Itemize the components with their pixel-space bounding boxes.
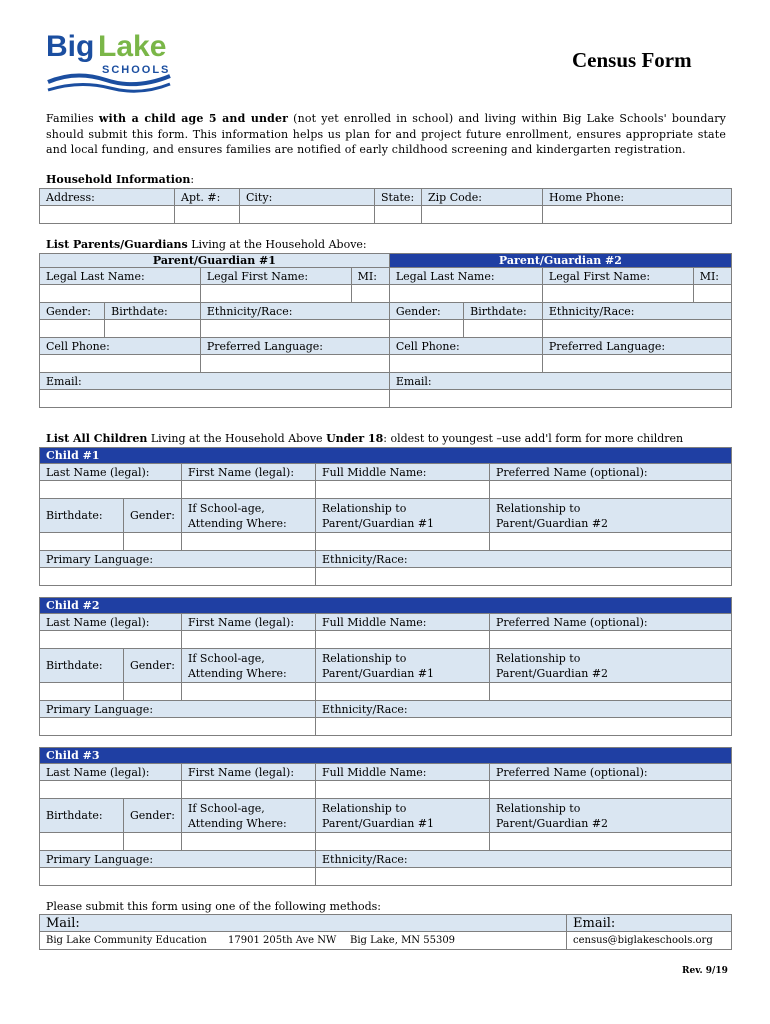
child-ethnicity-field[interactable] bbox=[316, 868, 732, 886]
parent2-title: Parent/Guardian #2 bbox=[389, 254, 731, 268]
household-heading: Household Information: bbox=[46, 173, 195, 186]
child-rel1-field[interactable] bbox=[316, 683, 490, 701]
child-rel2-field[interactable] bbox=[490, 683, 732, 701]
p1-last-label: Legal Last Name: bbox=[40, 268, 201, 285]
p2-birthdate-field[interactable] bbox=[464, 320, 543, 338]
child-rel1-label: Relationship to Parent/Guardian #1 bbox=[316, 799, 490, 833]
p1-language-label: Preferred Language: bbox=[200, 338, 389, 355]
mail-street: 17901 205th Ave NW bbox=[222, 932, 344, 950]
child-first-label: First Name (legal): bbox=[182, 464, 316, 481]
child-birthdate-field[interactable] bbox=[40, 533, 124, 551]
parents-table bbox=[39, 253, 732, 408]
mail-city: Big Lake, MN 55309 bbox=[344, 932, 567, 950]
child-middle-field[interactable] bbox=[316, 631, 490, 649]
child-last-field[interactable] bbox=[40, 781, 182, 799]
child-rel1-field[interactable] bbox=[316, 833, 490, 851]
logo-wave-1 bbox=[48, 75, 170, 84]
child-title: Child #3 bbox=[40, 748, 732, 764]
child-gender-field[interactable] bbox=[124, 683, 182, 701]
child-language-field[interactable] bbox=[40, 718, 316, 736]
child-rel2-field[interactable] bbox=[490, 533, 732, 551]
p2-mi-field[interactable] bbox=[693, 285, 731, 303]
zip-field[interactable] bbox=[422, 206, 543, 224]
p2-language-field[interactable] bbox=[542, 355, 731, 373]
child-middle-label: Full Middle Name: bbox=[316, 614, 490, 631]
child-preferred-field[interactable] bbox=[490, 781, 732, 799]
children-heading: List All Children Living at the Household Above Under 18: oldest to youngest –use add'l form for more children bbox=[46, 432, 684, 445]
big-lake-schools-logo bbox=[46, 26, 176, 98]
child-birthdate-label: Birthdate: bbox=[40, 649, 124, 683]
child-last-label: Last Name (legal): bbox=[40, 764, 182, 781]
child-preferred-field[interactable] bbox=[490, 481, 732, 499]
p2-cell-label: Cell Phone: bbox=[389, 338, 542, 355]
p1-gender-label: Gender: bbox=[40, 303, 105, 320]
zip-label: Zip Code: bbox=[422, 189, 543, 206]
child-preferred-label: Preferred Name (optional): bbox=[490, 464, 732, 481]
revision-label: Rev. 9/19 bbox=[682, 966, 728, 976]
logo-lake-text: Lake bbox=[98, 30, 167, 63]
p2-birthdate-label: Birthdate: bbox=[464, 303, 543, 320]
p1-email-field[interactable] bbox=[40, 390, 390, 408]
email-address[interactable]: census@biglakeschools.org bbox=[567, 932, 732, 950]
child-middle-field[interactable] bbox=[316, 781, 490, 799]
child-school-field[interactable] bbox=[182, 683, 316, 701]
child-school-label: If School-age, Attending Where: bbox=[182, 799, 316, 833]
child-last-label: Last Name (legal): bbox=[40, 464, 182, 481]
child-birthdate-label: Birthdate: bbox=[40, 499, 124, 533]
p1-last-field[interactable] bbox=[40, 285, 201, 303]
child-school-field[interactable] bbox=[182, 833, 316, 851]
child-table-3 bbox=[39, 747, 732, 886]
child-last-label: Last Name (legal): bbox=[40, 614, 182, 631]
logo-graphic bbox=[46, 26, 176, 98]
child-ethnicity-field[interactable] bbox=[316, 718, 732, 736]
child-middle-label: Full Middle Name: bbox=[316, 464, 490, 481]
p2-mi-label: MI: bbox=[693, 268, 731, 285]
child-rel2-label: Relationship to Parent/Guardian #2 bbox=[490, 799, 732, 833]
child-rel1-label: Relationship to Parent/Guardian #1 bbox=[316, 499, 490, 533]
p1-ethnicity-field[interactable] bbox=[200, 320, 389, 338]
child-language-field[interactable] bbox=[40, 568, 316, 586]
child-first-label: First Name (legal): bbox=[182, 614, 316, 631]
child-preferred-label: Preferred Name (optional): bbox=[490, 614, 732, 631]
child-language-label: Primary Language: bbox=[40, 701, 316, 718]
child-rel2-field[interactable] bbox=[490, 833, 732, 851]
child-school-label: If School-age, Attending Where: bbox=[182, 649, 316, 683]
household-table bbox=[39, 188, 732, 224]
p1-language-field[interactable] bbox=[200, 355, 389, 373]
child-title: Child #1 bbox=[40, 448, 732, 464]
child-rel2-label: Relationship to Parent/Guardian #2 bbox=[490, 649, 732, 683]
form-title: Census Form bbox=[572, 48, 692, 72]
child-middle-label: Full Middle Name: bbox=[316, 764, 490, 781]
home-phone-label: Home Phone: bbox=[543, 189, 732, 206]
city-label: City: bbox=[240, 189, 375, 206]
address-field[interactable] bbox=[40, 206, 175, 224]
child-school-field[interactable] bbox=[182, 533, 316, 551]
child-language-field[interactable] bbox=[40, 868, 316, 886]
child-language-label: Primary Language: bbox=[40, 851, 316, 868]
child-middle-field[interactable] bbox=[316, 481, 490, 499]
child-preferred-field[interactable] bbox=[490, 631, 732, 649]
p2-last-label: Legal Last Name: bbox=[389, 268, 542, 285]
p1-mi-field[interactable] bbox=[351, 285, 389, 303]
child-ethnicity-label: Ethnicity/Race: bbox=[316, 851, 732, 868]
child-first-field[interactable] bbox=[182, 781, 316, 799]
mail-label: Mail: bbox=[40, 915, 567, 932]
p1-cell-field[interactable] bbox=[40, 355, 201, 373]
p1-mi-label: MI: bbox=[351, 268, 389, 285]
child-birthdate-field[interactable] bbox=[40, 683, 124, 701]
apt-label: Apt. #: bbox=[175, 189, 240, 206]
parents-heading: List Parents/Guardians Living at the Household Above: bbox=[46, 238, 367, 251]
email-method-label: Email: bbox=[567, 915, 732, 932]
p1-birthdate-label: Birthdate: bbox=[105, 303, 201, 320]
p2-ethnicity-field[interactable] bbox=[542, 320, 731, 338]
child-table-2 bbox=[39, 597, 732, 736]
p2-last-field[interactable] bbox=[389, 285, 542, 303]
child-rel1-field[interactable] bbox=[316, 533, 490, 551]
child-last-field[interactable] bbox=[40, 631, 182, 649]
city-field[interactable] bbox=[240, 206, 375, 224]
p2-gender-label: Gender: bbox=[389, 303, 463, 320]
submit-intro: Please submit this form using one of the following methods: bbox=[46, 900, 381, 913]
child-birthdate-field[interactable] bbox=[40, 833, 124, 851]
state-label: State: bbox=[375, 189, 422, 206]
logo-wave-2 bbox=[48, 84, 170, 91]
child-language-label: Primary Language: bbox=[40, 551, 316, 568]
child-gender-label: Gender: bbox=[124, 799, 182, 833]
p2-language-label: Preferred Language: bbox=[542, 338, 731, 355]
child-first-label: First Name (legal): bbox=[182, 764, 316, 781]
child-ethnicity-field[interactable] bbox=[316, 568, 732, 586]
p2-first-field[interactable] bbox=[542, 285, 693, 303]
mail-org: Big Lake Community Education bbox=[40, 932, 223, 950]
address-label: Address: bbox=[40, 189, 175, 206]
logo-big-text: Big bbox=[46, 30, 95, 63]
intro-paragraph: Families with a child age 5 and under (not yet enrolled in school) and living within Big Lake Schools' boundary should submit this form. This information helps us plan for and project future enrollment, ensures appropriate state and local funding, and ensures families are notified of early childhood screening and kindergarten registration. bbox=[46, 112, 726, 156]
child-rel1-label: Relationship to Parent/Guardian #1 bbox=[316, 649, 490, 683]
child-gender-label: Gender: bbox=[124, 499, 182, 533]
child-preferred-label: Preferred Name (optional): bbox=[490, 764, 732, 781]
apt-field[interactable] bbox=[175, 206, 240, 224]
child-first-field[interactable] bbox=[182, 481, 316, 499]
child-gender-field[interactable] bbox=[124, 533, 182, 551]
state-field[interactable] bbox=[375, 206, 422, 224]
child-table-1 bbox=[39, 447, 732, 586]
p1-gender-field[interactable] bbox=[40, 320, 105, 338]
child-first-field[interactable] bbox=[182, 631, 316, 649]
child-school-label: If School-age, Attending Where: bbox=[182, 499, 316, 533]
child-gender-label: Gender: bbox=[124, 649, 182, 683]
p1-email-label: Email: bbox=[40, 373, 390, 390]
child-ethnicity-label: Ethnicity/Race: bbox=[316, 701, 732, 718]
submit-table bbox=[39, 914, 732, 950]
p2-first-label: Legal First Name: bbox=[542, 268, 693, 285]
p2-cell-field[interactable] bbox=[389, 355, 542, 373]
p2-ethnicity-label: Ethnicity/Race: bbox=[542, 303, 731, 320]
p2-gender-field[interactable] bbox=[389, 320, 463, 338]
child-ethnicity-label: Ethnicity/Race: bbox=[316, 551, 732, 568]
p2-email-label: Email: bbox=[389, 373, 731, 390]
p1-birthdate-field[interactable] bbox=[105, 320, 201, 338]
parent1-title: Parent/Guardian #1 bbox=[40, 254, 390, 268]
p2-email-field[interactable] bbox=[389, 390, 731, 408]
home-phone-field[interactable] bbox=[543, 206, 732, 224]
child-last-field[interactable] bbox=[40, 481, 182, 499]
p1-cell-label: Cell Phone: bbox=[40, 338, 201, 355]
child-title: Child #2 bbox=[40, 598, 732, 614]
child-birthdate-label: Birthdate: bbox=[40, 799, 124, 833]
p1-first-field[interactable] bbox=[200, 285, 351, 303]
child-rel2-label: Relationship to Parent/Guardian #2 bbox=[490, 499, 732, 533]
p1-ethnicity-label: Ethnicity/Race: bbox=[200, 303, 389, 320]
child-gender-field[interactable] bbox=[124, 833, 182, 851]
logo-schools-text: SCHOOLS bbox=[102, 64, 171, 76]
p1-first-label: Legal First Name: bbox=[200, 268, 351, 285]
